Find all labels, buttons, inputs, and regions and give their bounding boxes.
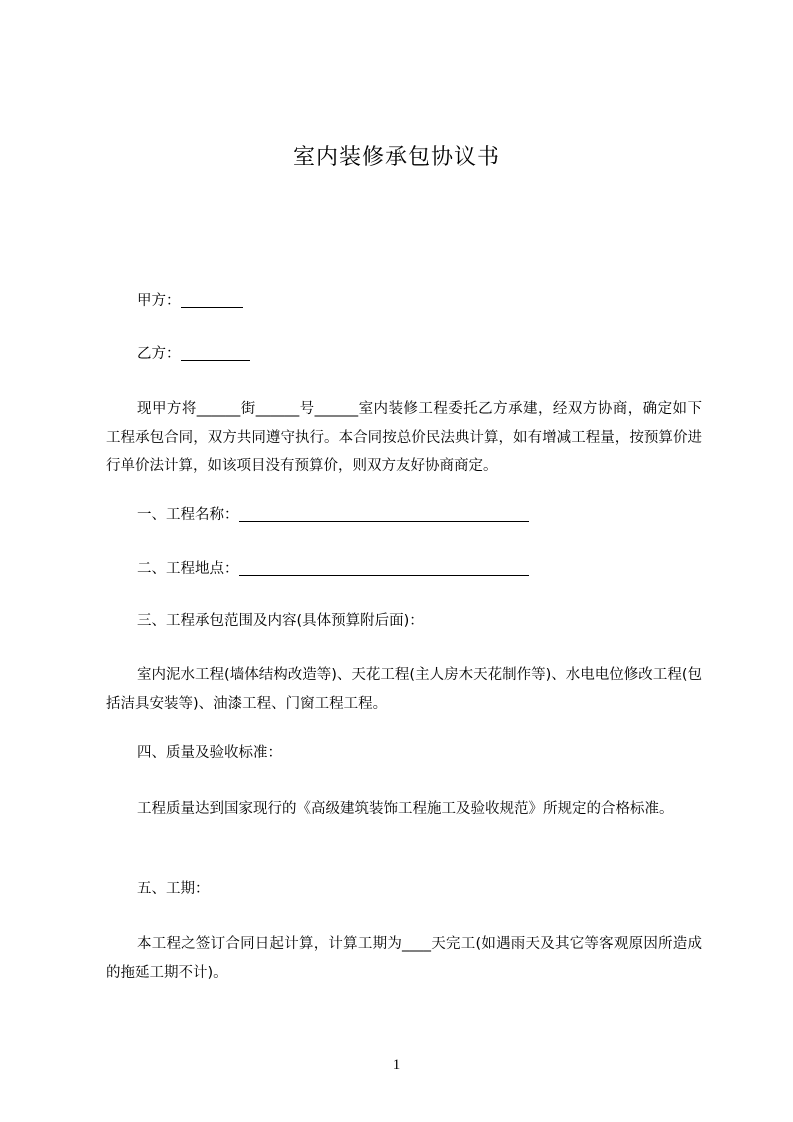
- party-b-line: [137, 341, 250, 367]
- section3-body: 室内泥水工程(墙体结构改造等)、天花工程(主人房木天花制作等)、水电电位修改工程(包括洁具安装等)、油漆工程、门窗工程工程。: [106, 667, 702, 712]
- section1-label: 一、工程名称：: [137, 507, 239, 523]
- party-a-label: 甲方：: [137, 293, 181, 309]
- section5-heading: 五、工期：: [137, 881, 210, 897]
- section4-body: 工程质量达到国家现行的《高级建筑装饰工程施工及验收规范》所规定的合格标准。: [137, 801, 674, 817]
- section1-line: [137, 502, 529, 528]
- intro-paragraph: 现甲方将______街______号______室内装修工程委托乙方承建，经双方协商，确定如下工程承包合同，双方共同遵守执行。本合同按总价民法典计算，如有增减工程量，按预算价进行单价法计算，如该项目没有预算价，则双方友好协商商定。: [106, 401, 702, 474]
- page-number: 1: [392, 1057, 401, 1073]
- section2-blank: [239, 559, 529, 576]
- section3-heading: 三、工程承包范围及内容(具体预算附后面)：: [137, 613, 424, 629]
- section2-line: [137, 556, 529, 582]
- document-title: 室内装修承包协议书: [292, 145, 500, 170]
- party-b-blank: [181, 344, 250, 361]
- party-a-blank: [181, 291, 243, 308]
- party-a-line: [137, 288, 243, 314]
- section5-body: 本工程之签订合同日起计算，计算工期为____天完工(如遇雨天及其它等客观原因所造成的拖延工期不计)。: [106, 936, 702, 981]
- party-b-label: 乙方：: [137, 346, 181, 362]
- section4-heading: 四、质量及验收标准：: [137, 745, 282, 761]
- section1-blank: [239, 505, 529, 522]
- section2-label: 二、工程地点：: [137, 561, 239, 577]
